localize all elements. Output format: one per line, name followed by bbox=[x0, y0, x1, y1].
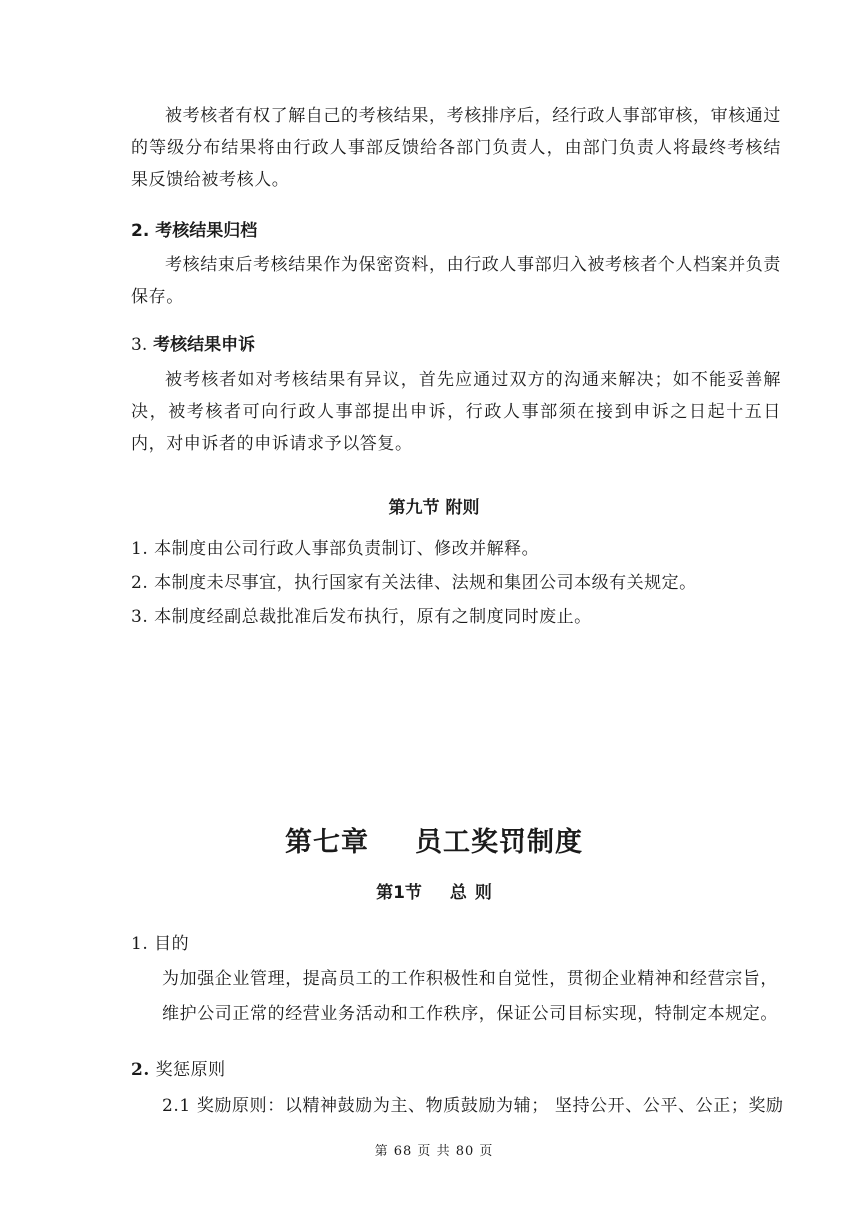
section-title-general bbox=[0, 878, 868, 903]
appendix-item-2: 2. 本制度未尽事宜，执行国家有关法律、法规和集团公司本级有关规定。 bbox=[131, 573, 697, 593]
chapter-title bbox=[0, 820, 868, 859]
purpose-body-line-2: 维护公司正常的经营业务活动和工作秩序，保证公司目标实现，特制定本规定。 bbox=[162, 1004, 778, 1024]
item-title: 奖惩原则 bbox=[155, 1060, 226, 1080]
section-number: 第九节 bbox=[388, 498, 440, 518]
chapter-name: 员工奖罚制度 bbox=[415, 827, 583, 858]
item-number: 2. bbox=[131, 1060, 150, 1080]
heading-number: 2. bbox=[131, 221, 150, 241]
principles-heading bbox=[131, 1058, 791, 1082]
section-number: 第1节 bbox=[376, 883, 422, 903]
chapter-number: 第七章 bbox=[285, 827, 369, 858]
heading-result-appeal bbox=[131, 333, 255, 357]
appendix-item-1: 1. 本制度由公司行政人事部负责制订、修改并解释。 bbox=[131, 539, 540, 559]
purpose-body-line-1: 为加强企业管理，提高员工的工作积极性和自觉性，贯彻企业精神和经营宗旨， bbox=[162, 969, 778, 989]
review-paragraph-2: 考核结束后考核结果作为保密资料，由行政人事部归入被考核者个人档案并负责保存。 bbox=[131, 255, 781, 307]
review-paragraph-3: 被考核者如对考核结果有异议，首先应通过双方的沟通来解决；如不能妥善解决，被考核者可向行政人事部提出申诉，行政人事部须在接到申诉之日起十五日内，对申诉者的申诉请求予以答复。 bbox=[131, 370, 781, 454]
heading-number: 3. bbox=[131, 335, 148, 355]
heading-text: 考核结果申诉 bbox=[153, 335, 256, 355]
item-title: 目的 bbox=[154, 934, 190, 954]
item-number: 1. bbox=[131, 934, 149, 954]
heading-result-archive bbox=[131, 219, 257, 243]
section-title-appendix bbox=[0, 493, 868, 518]
principles-sub-item: 2.1 奖励原则：以精神鼓励为主、物质鼓励为辅； 坚持公开、公平、公正；奖励 bbox=[162, 1096, 784, 1116]
page-footer: 第 68 页 共 80 页 bbox=[374, 1144, 494, 1159]
purpose-heading bbox=[131, 932, 791, 956]
section-name-part1: 总 bbox=[449, 883, 467, 903]
heading-text: 考核结果归档 bbox=[155, 221, 258, 241]
review-paragraph-1: 被考核者有权了解自己的考核结果，考核排序后，经行政人事部审核，审核通过的等级分布结果将由行政人事部反馈给各部门负责人，由部门负责人将最终考核结果反馈给被考核人。 bbox=[131, 106, 781, 190]
appendix-item-3: 3. 本制度经副总裁批准后发布执行，原有之制度同时废止。 bbox=[131, 607, 592, 627]
section-name: 附则 bbox=[445, 498, 480, 518]
section-name-part2: 则 bbox=[474, 883, 492, 903]
